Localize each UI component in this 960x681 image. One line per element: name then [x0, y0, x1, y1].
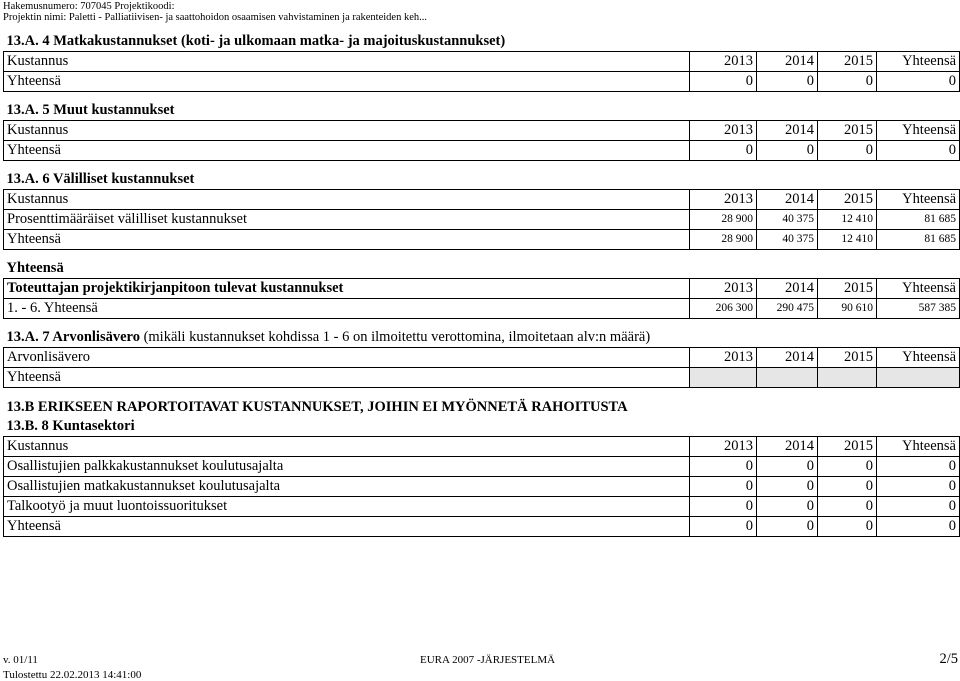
table-header-row: Kustannus 2013 2014 2015 Yhteensä: [4, 121, 960, 141]
table-row: Osallistujien palkkakustannukset koulutusajalta 0 0 0 0: [4, 457, 960, 477]
section-title: Yhteensä: [6, 260, 64, 276]
table-row: Yhteensä 28 900 40 375 12 410 81 685: [4, 230, 960, 250]
table-header-row: Arvonlisävero 2013 2014 2015 Yhteensä: [4, 348, 960, 368]
project-name: Projektin nimi: Paletti - Palliatiivisen- ja saattohoidon osaamisen vahvistaminen ja rakenteiden keh...: [3, 12, 427, 23]
table-total-costs: [3, 259, 960, 319]
table-row: 1. - 6. Yhteensä 206 300 290 475 90 610 587 385: [4, 299, 960, 319]
section-title: 13.A. 5 Muut kustannukset: [6, 102, 175, 118]
section-title: 13.A. 4 Matkakustannukset (koti- ja ulkomaan matka- ja majoituskustannukset): [6, 33, 506, 49]
table-row: Yhteensä 0 0 0 0: [4, 141, 960, 161]
table-header-row: Toteuttajan projektikirjanpitoon tulevat kustannukset 2013 2014 2015 Yhteensä: [4, 279, 960, 299]
print-timestamp: Tulostettu 22.02.2013 14:41:00: [3, 669, 142, 681]
section-title: 13.A. 7 Arvonlisävero (mikäli kustannukset kohdissa 1 - 6 on ilmoitettu verottomina, ilmoitetaan alv:n määrä): [6, 329, 651, 345]
table-header-row: Kustannus 2013 2014 2015 Yhteensä: [4, 52, 960, 72]
section-subtitle: 13.B. 8 Kuntasektori: [6, 418, 135, 434]
form-version: v. 01/11: [3, 654, 38, 666]
table-travel-costs: [3, 32, 960, 92]
application-number: Hakemusnumero: 707045 Projektikoodi:: [3, 1, 175, 12]
table-row: Yhteensä 0 0 0 0: [4, 517, 960, 537]
section-title: 13.A. 6 Välilliset kustannukset: [6, 171, 195, 187]
section-title: 13.B ERIKSEEN RAPORTOITAVAT KUSTANNUKSET, JOIHIN EI MYÖNNETÄ RAHOITUSTA: [6, 399, 628, 415]
table-row: Osallistujien matkakustannukset koulutusajalta 0 0 0 0: [4, 477, 960, 497]
table-vat: [3, 328, 960, 388]
system-name: EURA 2007 -JÄRJESTELMÄ: [420, 654, 556, 666]
table-municipal-sector: [3, 398, 960, 537]
table-other-costs: [3, 101, 960, 161]
table-header-row: Kustannus 2013 2014 2015 Yhteensä: [4, 190, 960, 210]
table-indirect-costs: [3, 170, 960, 250]
table-header-row: Kustannus 2013 2014 2015 Yhteensä: [4, 437, 960, 457]
table-row: Prosenttimääräiset välilliset kustannukset 28 900 40 375 12 410 81 685: [4, 210, 960, 230]
table-row: Yhteensä 0 0 0 0: [4, 72, 960, 92]
table-row: Yhteensä: [4, 368, 960, 388]
page-number: 2/5: [939, 651, 958, 667]
table-row: Talkootyö ja muut luontoissuoritukset 0 0 0 0: [4, 497, 960, 517]
